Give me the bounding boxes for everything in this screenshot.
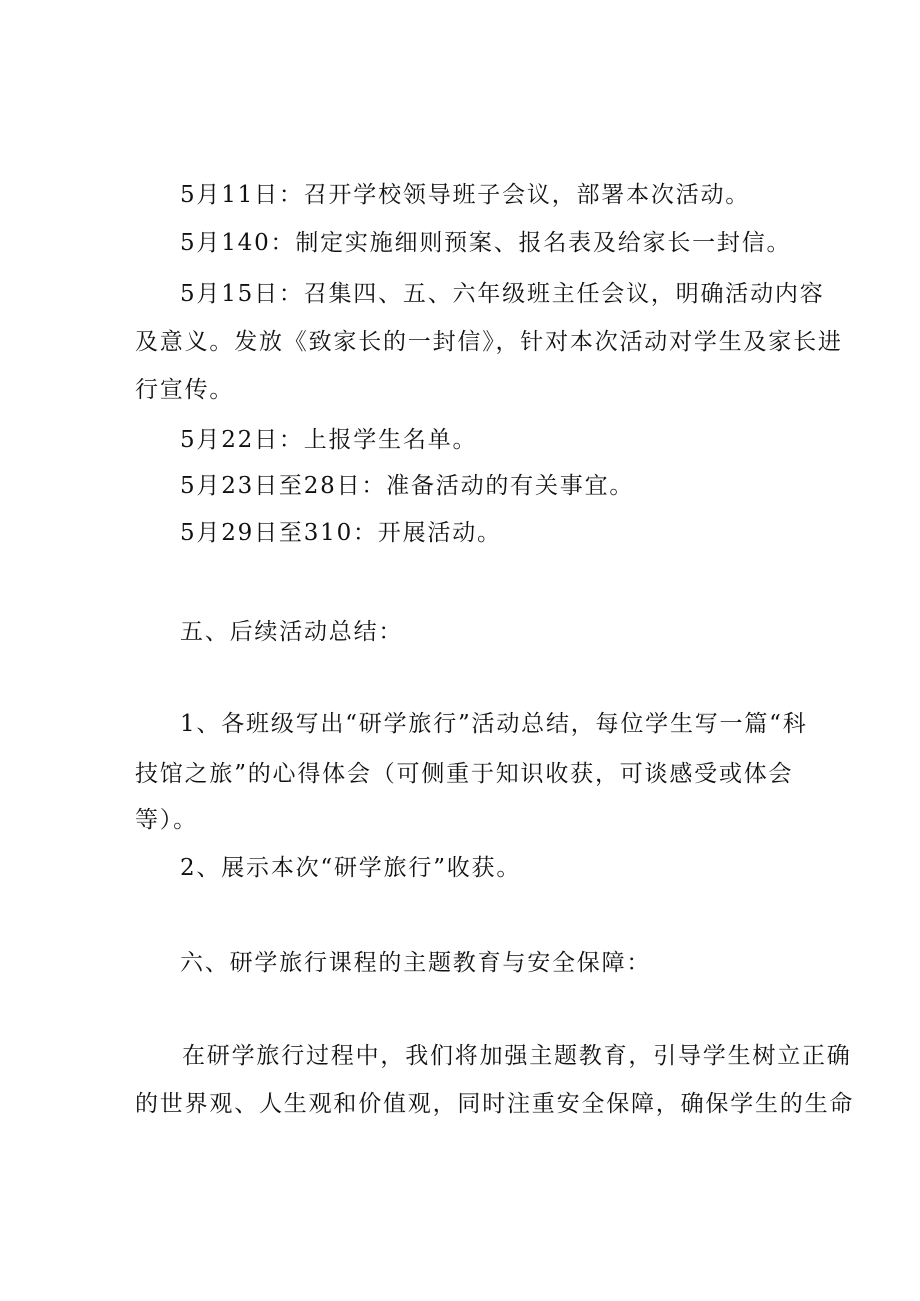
section-6-heading: 六、研学旅行课程的主题教育与安全保障： [180,950,652,976]
section-5-point-1-line-1: 1、各班级写出“研学旅行”活动总结，每位学生写一篇“科 [180,711,808,737]
schedule-item-3-line-2: 及意义。发放《致家长的一封信》，针对本次活动对学生及家长进 [135,329,843,355]
schedule-item-5: 5月23日至28日：准备活动的有关事宜。 [180,473,635,499]
schedule-item-3-line-1: 5月15日：召集四、五、六年级班主任会议，明确活动内容 [180,281,825,307]
schedule-item-1: 5月11日：召开学校领导班子会议，部署本次活动。 [180,182,751,208]
section-6-paragraph-line-1: 在研学旅行过程中，我们将加强主题教育，引导学生树立正确 [182,1043,852,1069]
schedule-item-4: 5月22日：上报学生名单。 [180,427,478,453]
section-5-point-1-line-2: 技馆之旅”的心得体会（可侧重于知识收获，可谈感受或体会 [135,761,794,787]
schedule-item-6: 5月29日至310：开展活动。 [180,520,502,546]
section-5-point-2: 2、展示本次“研学旅行”收获。 [180,855,522,881]
schedule-item-3-line-3: 行宣传。 [135,377,235,403]
section-5-point-1-line-3: 等）。 [135,807,198,833]
schedule-item-2: 5月140：制定实施细则预案、报名表及给家长一封信。 [180,230,792,256]
section-5-heading: 五、后续活动总结： [180,619,404,645]
section-6-paragraph-line-2: 的世界观、人生观和价值观，同时注重安全保障，确保学生的生命 [135,1091,855,1117]
